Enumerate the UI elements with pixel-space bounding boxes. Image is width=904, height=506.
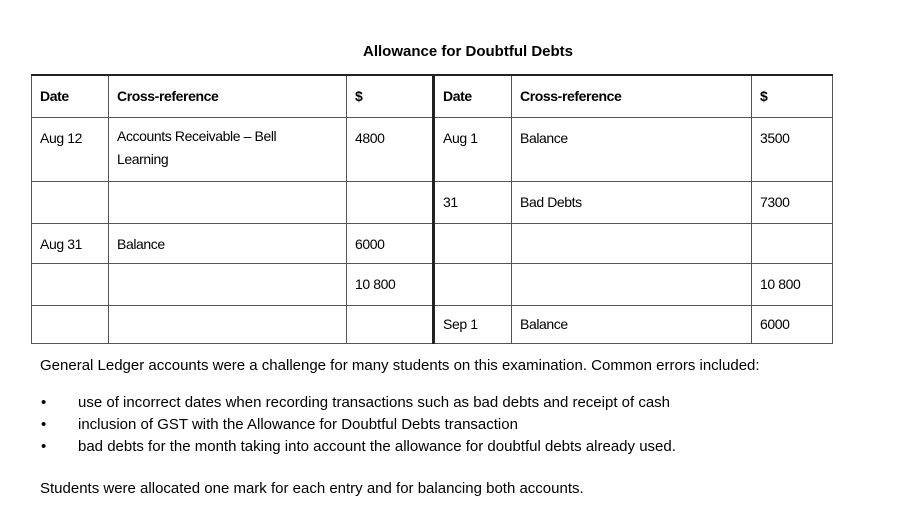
list-item [40, 392, 676, 414]
credit-amount: 3500 [752, 117, 833, 181]
debit-date: Aug 31 [32, 223, 109, 263]
debit-date [32, 181, 109, 223]
table-row [32, 181, 833, 223]
debit-amount [347, 305, 434, 343]
header-date-debit: Date [32, 75, 109, 117]
credit-ref: Bad Debts [512, 181, 752, 223]
debit-date [32, 263, 109, 305]
table-row [32, 223, 833, 263]
credit-date [434, 263, 512, 305]
credit-date [434, 223, 512, 263]
list-item [40, 436, 676, 458]
credit-amount: 6000 [752, 305, 833, 343]
debit-amount [347, 181, 434, 223]
totals-row [32, 263, 833, 305]
credit-ref: Balance [512, 305, 752, 343]
debit-date [32, 305, 109, 343]
credit-ref [512, 223, 752, 263]
header-amount-debit: $ [347, 75, 434, 117]
ledger-header-row [32, 75, 833, 117]
credit-date: Sep 1 [434, 305, 512, 343]
table-row [32, 117, 833, 181]
bullet-icon: • [41, 416, 47, 433]
debit-ref [109, 181, 347, 223]
debit-ref [109, 263, 347, 305]
ledger-title: Allowance for Doubtful Debts [363, 43, 573, 60]
credit-ref: Balance [512, 117, 752, 181]
header-amount-credit: $ [752, 75, 833, 117]
ledger-table [31, 74, 833, 344]
credit-ref [512, 263, 752, 305]
debit-total: 10 800 [347, 263, 434, 305]
list-item-text: use of incorrect dates when recording transactions such as bad debts and receipt of cash [78, 394, 671, 411]
list-item-text: inclusion of GST with the Allowance for Doubtful Debts transaction [78, 416, 518, 433]
credit-date: 31 [434, 181, 512, 223]
bullet-icon: • [41, 394, 47, 411]
credit-date: Aug 1 [434, 117, 512, 181]
list-item-text: bad debts for the month taking into account the allowance for doubtful debts already used. [78, 438, 676, 455]
intro-paragraph: General Ledger accounts were a challenge for many students on this examination. Common errors included: [40, 357, 760, 374]
list-item [40, 414, 676, 436]
debit-amount: 6000 [347, 223, 434, 263]
credit-amount: 7300 [752, 181, 833, 223]
credit-total: 10 800 [752, 263, 833, 305]
header-date-credit: Date [434, 75, 512, 117]
bullet-icon: • [41, 438, 47, 455]
debit-ref: Accounts Receivable – Bell Learning [109, 117, 347, 181]
closing-paragraph: Students were allocated one mark for each entry and for balancing both accounts. [40, 480, 584, 497]
errors-list [40, 392, 676, 458]
header-ref-credit: Cross-reference [512, 75, 752, 117]
table-row [32, 305, 833, 343]
debit-date: Aug 12 [32, 117, 109, 181]
debit-ref [109, 305, 347, 343]
header-ref-debit: Cross-reference [109, 75, 347, 117]
debit-ref: Balance [109, 223, 347, 263]
debit-amount: 4800 [347, 117, 434, 181]
credit-amount [752, 223, 833, 263]
